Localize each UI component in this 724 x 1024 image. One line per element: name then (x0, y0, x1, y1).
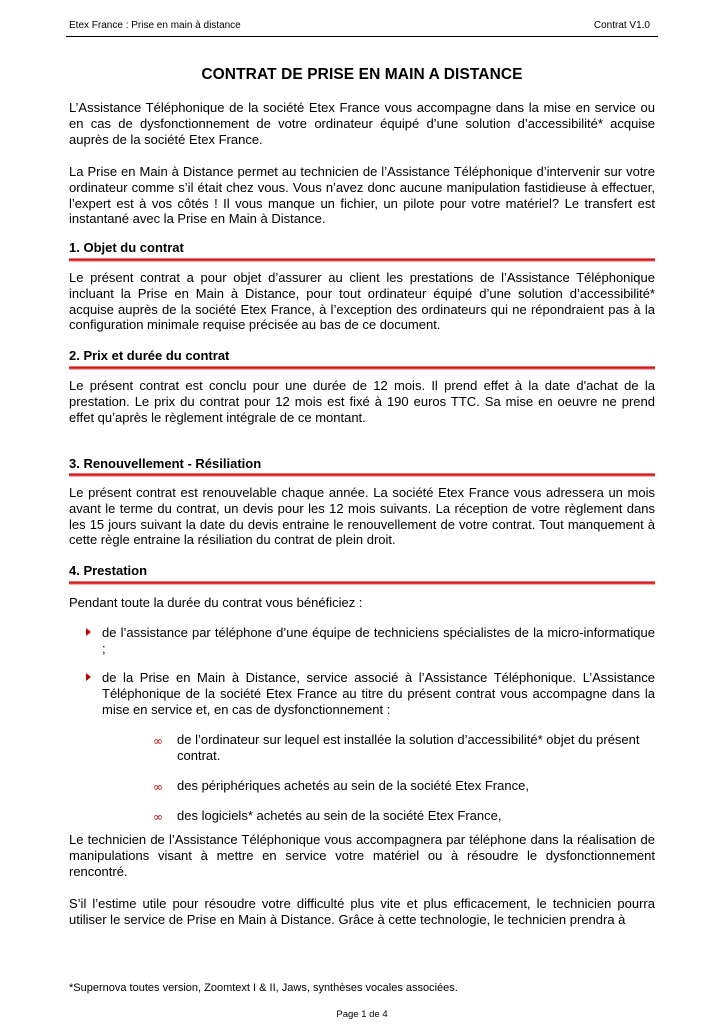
section-4-heading: 4. Prestation (69, 563, 148, 578)
sub-bullet-item-1: de l’ordinateur sur lequel est installée la solution d’accessibilité* objet du présent contrat. (177, 732, 640, 763)
intro-paragraph-1: L’Assistance Téléphonique de la société Etex France vous accompagne dans la mise en service ou en cas de dysfonctionnement de votre ordinateur équipé d’une solution d’accessibilité* acquise auprès de la société Etex France. (69, 100, 655, 147)
page-number: Page 1 de 4 (336, 1009, 388, 1020)
infinity-bullet-icon: ∞ (153, 810, 163, 824)
sub-bullet-item-2: des périphériques achetés au sein de la société Etex France, (177, 778, 529, 793)
section-2-text: Le présent contrat est conclu pour une durée de 12 mois. Il prend effet à la date d'achat de la prestation. Le prix du contrat pour 12 mois est fixé à 190 euros TTC. Sa mise en oeuvre ne prend effet qu’après le règlement intégrale de ce montant. (69, 378, 655, 425)
section-2-rule (69, 366, 655, 370)
section-2-heading: 2. Prix et durée du contrat (69, 348, 230, 363)
section-3-heading: 3. Renouvellement - Résiliation (69, 456, 262, 471)
sub-bullet-item-3: des logiciels* achetés au sein de la société Etex France, (177, 808, 502, 823)
intro-paragraph-2: La Prise en Main à Distance permet au technicien de l’Assistance Téléphonique d’intervenir sur votre ordinateur comme s’il était chez vous. Vous n’avez donc aucune manipulation fastidieuse à effectuer, l’expert est à vos côtés ! Il vous manque un fichier, un pilote pour votre matériel? Le transfert est instantané avec la Prise en Main à Distance. (69, 164, 655, 227)
section-1-rule (69, 258, 655, 262)
section-4-text: Pendant toute la durée du contrat vous bénéficiez : (69, 595, 363, 610)
closing-paragraph-1: Le technicien de l’Assistance Téléphonique vous accompagnera par téléphone dans la réalisation de manipulations visant à mettre en service votre matériel ou à résoudre le dysfonctionnement rencontré. (69, 832, 655, 879)
section-3-rule (69, 473, 655, 477)
header-divider (66, 36, 658, 37)
closing-paragraph-2: S’il l’estime utile pour résoudre votre difficulté plus vite et plus efficacement, le technicien pourra utiliser le service de Prise en Main à Distance. Grâce à cette technologie, le technicien prendra à (69, 896, 655, 927)
bullet-item-2: de la Prise en Main à Distance, service associé à l’Assistance Téléphonique. L’Assistance Téléphonique de la société Etex France au titre du présent contrat vous accompagne dans la mise en service et, en cas de dysfonctionnement : (102, 670, 655, 717)
bullet-arrow-icon (85, 671, 95, 683)
footnote: *Supernova toutes version, Zoomtext I & II, Jaws, synthèses vocales associées. (69, 982, 458, 994)
header-left: Etex France : Prise en main à distance (69, 20, 241, 31)
infinity-bullet-icon: ∞ (153, 734, 163, 748)
infinity-bullet-icon: ∞ (153, 780, 163, 794)
section-4-rule (69, 581, 655, 585)
section-1-text: Le présent contrat a pour objet d’assurer au client les prestations de l’Assistance Téléphonique incluant la Prise en Main à Distance, pour tout ordinateur équipé d’une solution d’accessibilité* acquise auprès de la société Etex France, à l’exception des ordinateurs qui ne répondraient pas à la configuration minimale requise précisée au bas de ce document. (69, 270, 655, 333)
header-right: Contrat V1.0 (593, 20, 650, 31)
section-3-text: Le présent contrat est renouvelable chaque année. La société Etex France vous adressera un mois avant le terme du contrat, un devis pour les 12 mois suivants. La réception de votre règlement dans les 15 jours suivant la date du devis entraine le renouvellement de votre contrat. Tout manquement à cette règle entraine la résiliation du contrat de plein droit. (69, 485, 655, 548)
page-title: CONTRAT DE PRISE EN MAIN A DISTANCE (201, 66, 523, 83)
section-1-heading: 1. Objet du contrat (69, 240, 184, 255)
bullet-item-1: de l’assistance par téléphone d’une équipe de techniciens spécialistes de la micro-informatique ; (102, 625, 655, 656)
bullet-arrow-icon (85, 626, 95, 638)
